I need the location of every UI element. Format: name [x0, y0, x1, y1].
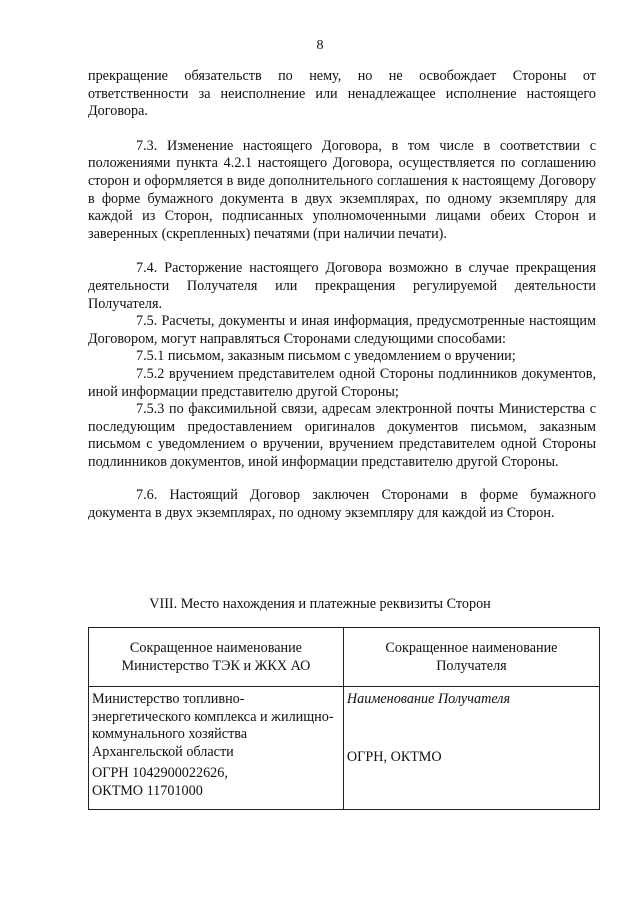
- requisites-table: [88, 627, 600, 810]
- paragraph-continuation: прекращение обязательств по нему, но не освобождает Стороны от ответственности за неисполнение или ненадлежащее исполнение настоящего Договора.: [88, 68, 596, 120]
- recipient-codes: ОГРН, ОКТМО: [346, 748, 442, 765]
- clause-7-5-3: 7.5.3 по факсимильной связи, адресам электронной почты Министерства с последующим предоставлением оригиналов документов письмом, заказным письмом с уведомлением о вручении, вручением представителем одной Стороны подлинников документов, иной информации представителю другой Стороны.: [88, 401, 596, 470]
- recipient-cell: [343, 687, 599, 810]
- header-ministry: Сокращенное наименование Министерство ТЭК и ЖКХ АО: [89, 628, 344, 687]
- contract-text: [88, 68, 596, 523]
- clause-7-6: 7.6. Настоящий Договор заключен Сторонами в форме бумажного документа в двух экземплярах, по одному экземпляру для каждой из Сторон.: [88, 487, 596, 522]
- clause-7-4: 7.4. Расторжение настоящего Договора возможно в случае прекращения деятельности Получателя или прекращения регулируемой деятельности Получателя.: [88, 260, 596, 312]
- clause-7-5: 7.5. Расчеты, документы и иная информация, предусмотренные настоящим Договором, могут направляться Сторонами следующими способами:: [88, 313, 596, 347]
- page-number: 8: [316, 38, 324, 53]
- section-title: VIII. Место нахождения и платежные реквизиты Сторон: [149, 596, 491, 612]
- clause-7-5-2: 7.5.2 вручением представителем одной Стороны подлинников документов, иной информации представителю другой Стороны;: [88, 365, 596, 400]
- clause-7-5-1: 7.5.1 письмом, заказным письмом с уведомлением о вручении;: [136, 348, 516, 365]
- ministry-cell: [89, 687, 344, 810]
- table-header-row: [89, 628, 600, 687]
- recipient-name: Наименование Получателя: [346, 691, 511, 707]
- table-row: [89, 687, 600, 810]
- ministry-name: Министерство топливно-энергетического комплекса и жилищно-коммунального хозяйства Архангельской области: [92, 691, 334, 760]
- ministry-oktmo: ОКТМО 11701000: [92, 782, 203, 799]
- header-recipient: Сокращенное наименование Получателя: [343, 628, 599, 687]
- clause-7-3: 7.3. Изменение настоящего Договора, в том числе в соответствии с положениями пункта 4.2.1 настоящего Договора, осуществляется по соглашению сторон и оформляется в виде дополнительного соглашения к настоящему Договору в форме бумажного документа в двух экземплярах, по одному экземпляру для каждой из Сторон, подписанных уполномоченными лицами обеих Сторон и заверенных (скрепленных) печатями (при наличии печати).: [88, 137, 596, 242]
- ministry-ogrn: ОГРН 1042900022626,: [92, 765, 228, 782]
